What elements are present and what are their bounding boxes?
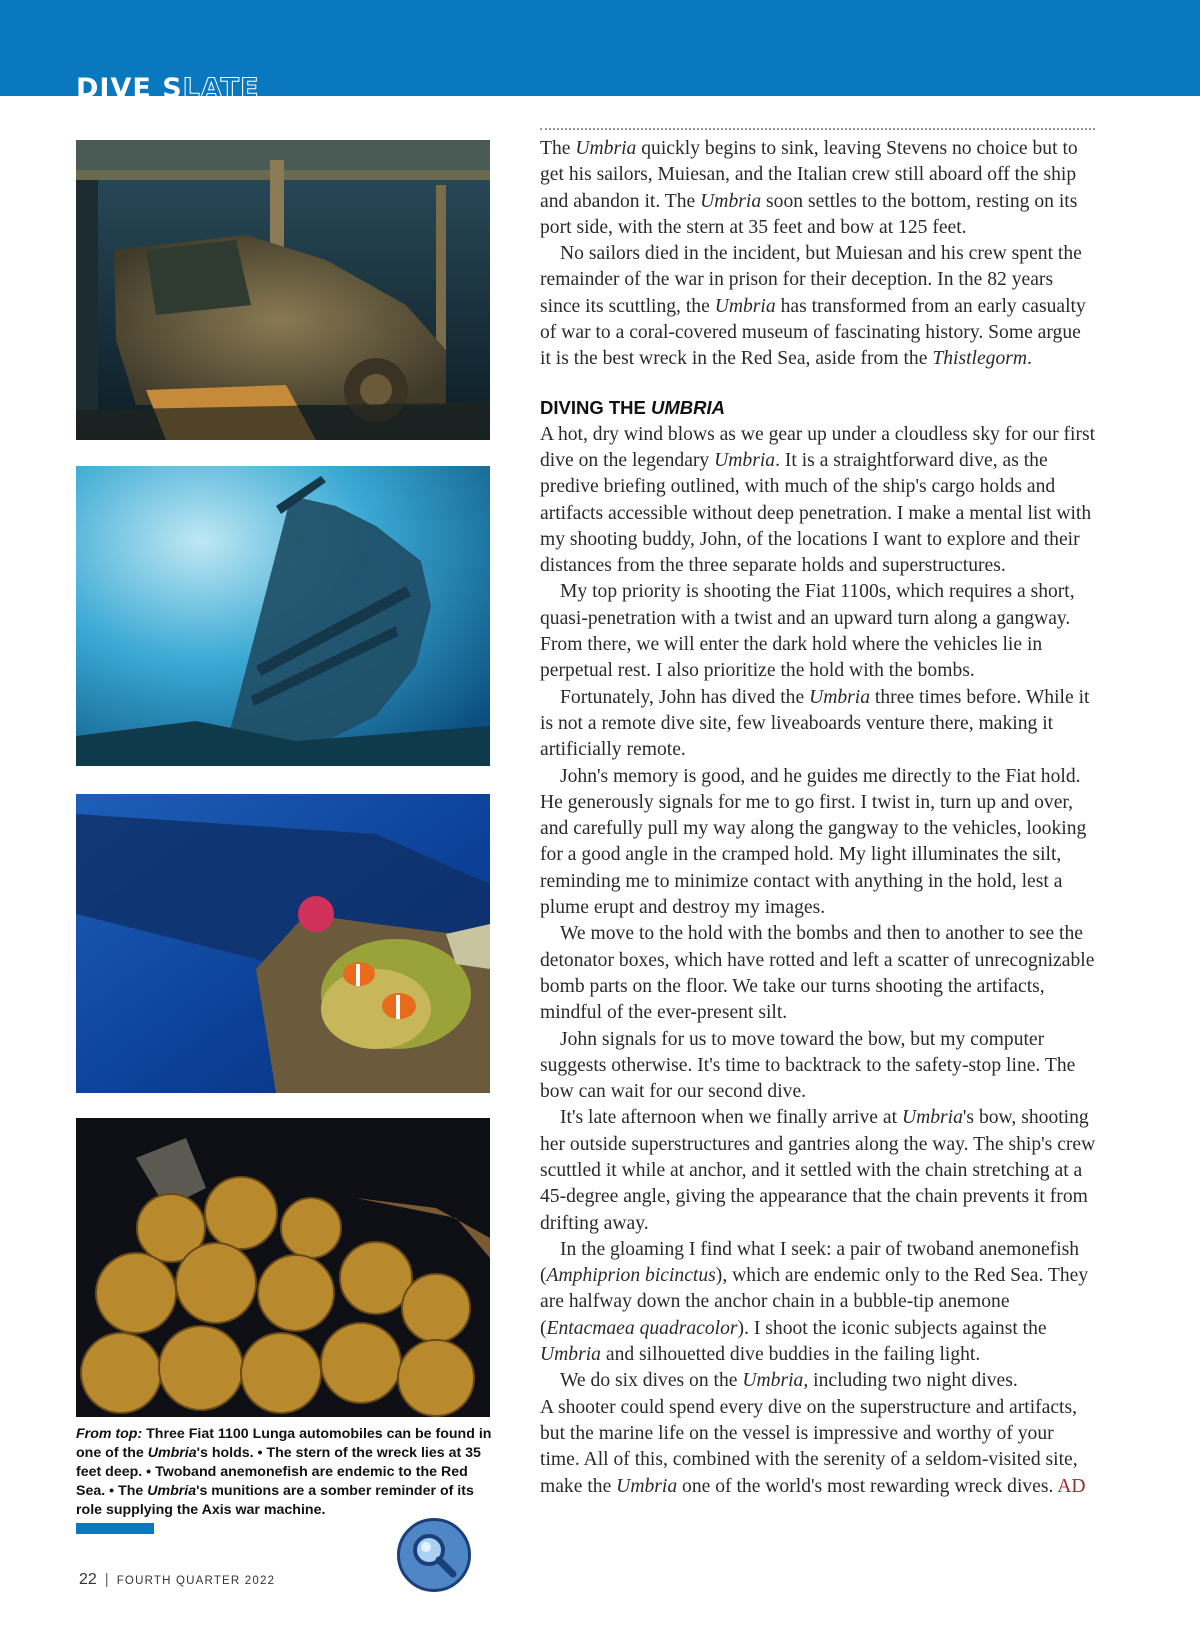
page-footer [79,1571,275,1589]
paragraph: My top priority is shooting the Fiat 1100s, which requires a short, quasi-penetration with a twist and an upward turn along a gangway. From there, we will enter the dark hold where the vehicles lie in perpetual rest. I also prioritize the hold with the bombs. [540,581,1075,682]
section-title-part2: LATE [182,73,260,96]
ship-name: Umbria [901,1107,963,1129]
text-run: . It is a straightforward dive, as the predive briefing outlined, with much of the ship's cargo holds and artifacts accessible without deep penetration. I make a mental list with my shooting buddy, John, of the locations I want to explore and their distances from the three separate holds and superstructures. [540,449,1092,577]
paragraph [540,422,1096,580]
ship-name: Umbria [575,138,637,159]
paragraph [540,1395,1096,1500]
text-run: It's late afternoon when we finally arrive at [560,1107,902,1129]
paragraph [540,685,1096,764]
text-run: Fortunately, John has dived the [560,686,810,708]
ship-name: Umbria [616,1475,678,1497]
text-run: ). I shoot the iconic subjects against the [737,1317,1047,1339]
paragraph [540,1368,1096,1394]
text-run: soon settles to the bottom, resting on its port side, with the stern at 35 feet and bow at 125 feet. [540,190,1078,238]
caption-text: Three Fiat 1100 Lunga automobiles can be found in one of the [76,1426,492,1461]
column-rule [540,128,1095,130]
ship-name: Umbria [714,449,776,471]
text-run: three times before. While it is not a remote dive site, few liveaboards venture there, making it artificially remote. [540,686,1090,761]
ship-name: Umbria [809,686,871,708]
subheading [540,395,1096,421]
subheading-ship-name: UMBRIA [651,396,726,418]
text-run: In the gloaming I find what I seek: a pair of twoband anemonefish ( [540,1238,1080,1287]
text-run: A shooter could spend every dive on the superstructure and artifacts, but the marine life on the vessel is impressive and worthy of your time. All of this, combined with the serenity of a seldom-visited site, make the [540,1396,1078,1497]
anemonefish-photo [76,794,490,1093]
section-title-part1: DIVE S [76,73,183,96]
text-run: The [540,138,576,159]
paragraph: John signals for us to move toward the bow, but my computer suggests otherwise. It's time to backtrack to the safety-stop line. The bow can wait for our second dive. [540,1028,1076,1103]
section-title [76,72,260,96]
ship-name: Thistlegorm [932,348,1028,370]
ship-name: Umbria [540,1344,601,1366]
caption-lead: From top: [76,1426,143,1442]
issue-label: FOURTH QUARTER 2022 [116,1575,276,1587]
magnifier-icon [409,1530,459,1580]
caption-text: 's munitions are a somber reminder of its role supplying the Axis war machine. [76,1483,474,1518]
paragraph: We move to the hold with the bombs and then to another to see the detonator boxes, which have rotted and left a scatter of unrecognizable bomb parts on the floor. We take our turns shooting the artifacts, mindful of the ever-present silt. [540,923,1095,1024]
subheading-text: DIVING THE [540,396,652,418]
article-body [540,136,1096,1500]
caption-ship-name: Umbria [147,1483,197,1499]
ship-name: Umbria [714,295,776,317]
paragraph: John's memory is good, and he guides me directly to the Fiat hold. He generously signals for me to go first. I twist in, turn up and over, and carefully pull my way along the gangway to the vehicles, looking for a good angle in the cramped hold. My light illuminates the silt, reminding me to minimize contact with anything in the hold, lest a plume erupt and destroy my images. [540,765,1087,919]
ship-name: Umbria [700,190,762,212]
page-number: 22 [79,1571,97,1588]
text-run: quickly begins to sink, leaving Stevens no choice but to get his sailors, Muiesan, and the Italian crew still aboard off the ship and abandon it. The [540,138,1078,212]
text-run: A hot, dry wind blows as we gear up under a cloudless sky for our first dive on the legendary [540,423,1096,471]
end-mark: AD [1057,1475,1086,1497]
text-run: one of the world's most rewarding wreck dives. [677,1475,1058,1497]
photo-caption [76,1425,496,1520]
paragraph [540,1105,1096,1236]
wreck-stern-photo [76,466,490,766]
paragraph [540,1237,1096,1368]
paragraph [540,241,1096,372]
caption-ship-name: Umbria [147,1445,197,1461]
text-run: We do six dives on the [560,1370,743,1392]
text-run: and silhouetted dive buddies in the failing light. [600,1344,981,1366]
footer-separator: | [104,1571,109,1588]
text-run: 's bow, shooting her outside superstructures and gantries along the way. The ship's crew scuttled it while at anchor, and it settled with the chain stretching at a 45-degree angle, giving the appearance that the chain prevents it from drifting away. [540,1107,1096,1234]
paragraph [540,136,1096,241]
text-run: . [1027,348,1032,370]
caption-accent-bar [76,1523,154,1534]
ship-name: Umbria [742,1370,804,1392]
spacer [540,373,1096,395]
species-name: Entacmaea quadracolor [546,1317,738,1339]
text-run: has transformed from an early casualty of war to a coral-covered museum of fascinating history. Some argue it is the best wreck in the Red Sea, aside from the [540,295,1086,370]
wreck-car-photo [76,140,490,440]
zoom-button[interactable] [397,1518,471,1592]
text-run: , including two night dives. [803,1370,1018,1392]
text-run: ), which are endemic only to the Red Sea. They are halfway down the anchor chain in a bubble-tip anemone ( [540,1265,1089,1339]
caption-text: 's holds. • The stern of the wreck lies at 35 feet deep. • Twoband anemonefish are endemic to the Red Sea. • The [76,1445,481,1499]
species-name: Amphiprion bicinctus [546,1265,716,1287]
munitions-photo [76,1118,490,1417]
text-run: No sailors died in the incident, but Muiesan and his crew spent the remainder of the war in prison for their deception. In the 82 years since its scuttling, the [540,243,1082,317]
